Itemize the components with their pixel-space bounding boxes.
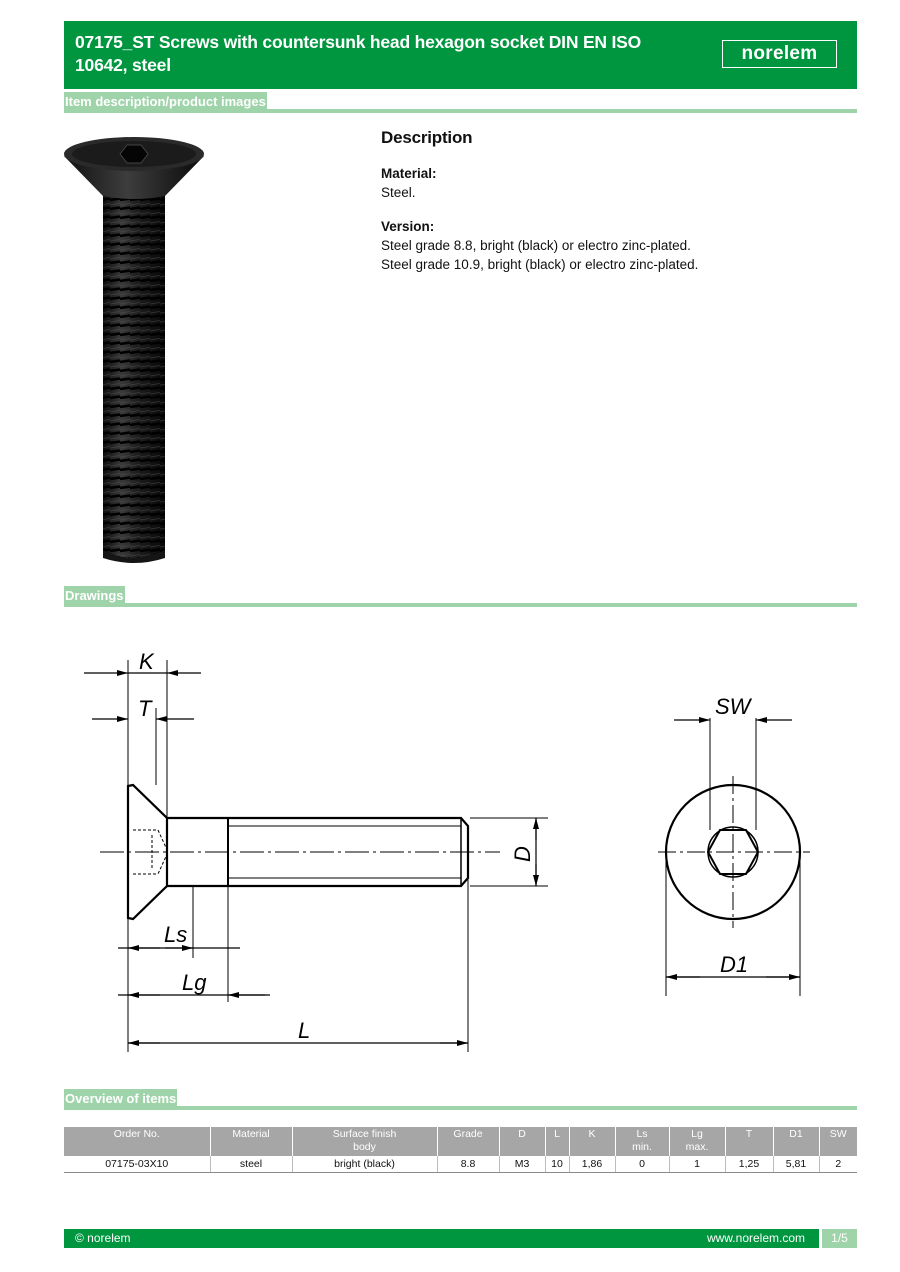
section-title-overview: Overview of items xyxy=(65,1091,177,1106)
description-panel xyxy=(381,128,851,289)
material-block xyxy=(381,164,851,202)
col-ls-min: Ls min. xyxy=(615,1127,669,1156)
col-surface-finish: Surface finish body xyxy=(292,1127,437,1156)
dim-label-d1: D1 xyxy=(720,952,749,977)
col-order-no: Order No. xyxy=(64,1127,210,1156)
version-label: Version: xyxy=(381,219,435,234)
col-l: L xyxy=(545,1127,569,1156)
cell-surface-finish: bright (black) xyxy=(292,1156,437,1172)
table-header-row xyxy=(64,1127,857,1156)
col-d1: D1 xyxy=(773,1127,819,1156)
copyright-text: © norelem xyxy=(75,1231,131,1245)
col-grade: Grade xyxy=(437,1127,499,1156)
cell-grade: 8.8 xyxy=(437,1156,499,1172)
material-label: Material: xyxy=(381,166,437,181)
col-sw: SW xyxy=(819,1127,857,1156)
col-d: D xyxy=(499,1127,545,1156)
dim-label-ls: Ls xyxy=(164,922,188,947)
dim-label-d: D xyxy=(510,846,535,862)
version-line: Steel grade 10.9, bright (black) or electro zinc-plated. xyxy=(381,257,699,272)
section-title-images: Item description/product images xyxy=(65,94,266,109)
cell-sw: 2 xyxy=(819,1156,857,1172)
description-heading: Description xyxy=(381,128,473,147)
col-t: T xyxy=(725,1127,773,1156)
norelem-logo xyxy=(722,40,837,68)
col-lg-max: Lg max. xyxy=(669,1127,725,1156)
section-divider-drawings xyxy=(64,603,857,607)
website-link[interactable]: www.norelem.com xyxy=(706,1231,805,1245)
cell-l: 10 xyxy=(545,1156,569,1172)
cell-material: steel xyxy=(210,1156,292,1172)
dim-label-l: L xyxy=(298,1018,311,1043)
logo-text: norelem xyxy=(741,43,818,64)
col-material: Material xyxy=(210,1127,292,1156)
col-k: K xyxy=(569,1127,615,1156)
cell-order-no: 07175-03X10 xyxy=(64,1156,210,1172)
technical-drawing xyxy=(60,640,860,1080)
dim-label-sw: SW xyxy=(715,694,751,719)
screw-product-image xyxy=(60,130,210,570)
page-title: 07175_ST Screws with countersunk head hexagon socket DIN EN ISO 10642, steel xyxy=(75,32,642,75)
dim-label-t: T xyxy=(138,696,152,721)
table-row xyxy=(64,1156,857,1172)
material-value: Steel. xyxy=(381,185,416,200)
cell-d: M3 xyxy=(499,1156,545,1172)
section-title-drawings: Drawings xyxy=(65,588,124,603)
cell-t: 1,25 xyxy=(725,1156,773,1172)
dim-label-k: K xyxy=(139,649,154,674)
cell-lg-max: 1 xyxy=(669,1156,725,1172)
version-line: Steel grade 8.8, bright (black) or electro zinc-plated. xyxy=(381,238,691,253)
version-block xyxy=(381,217,851,274)
page-footer xyxy=(64,1229,857,1248)
page-header xyxy=(64,21,857,89)
section-divider-overview xyxy=(64,1106,857,1110)
items-table xyxy=(64,1127,857,1173)
cell-d1: 5,81 xyxy=(773,1156,819,1172)
page-number: 1/5 xyxy=(819,1229,857,1248)
dim-label-lg: Lg xyxy=(182,970,207,995)
cell-k: 1,86 xyxy=(569,1156,615,1172)
cell-ls-min: 0 xyxy=(615,1156,669,1172)
